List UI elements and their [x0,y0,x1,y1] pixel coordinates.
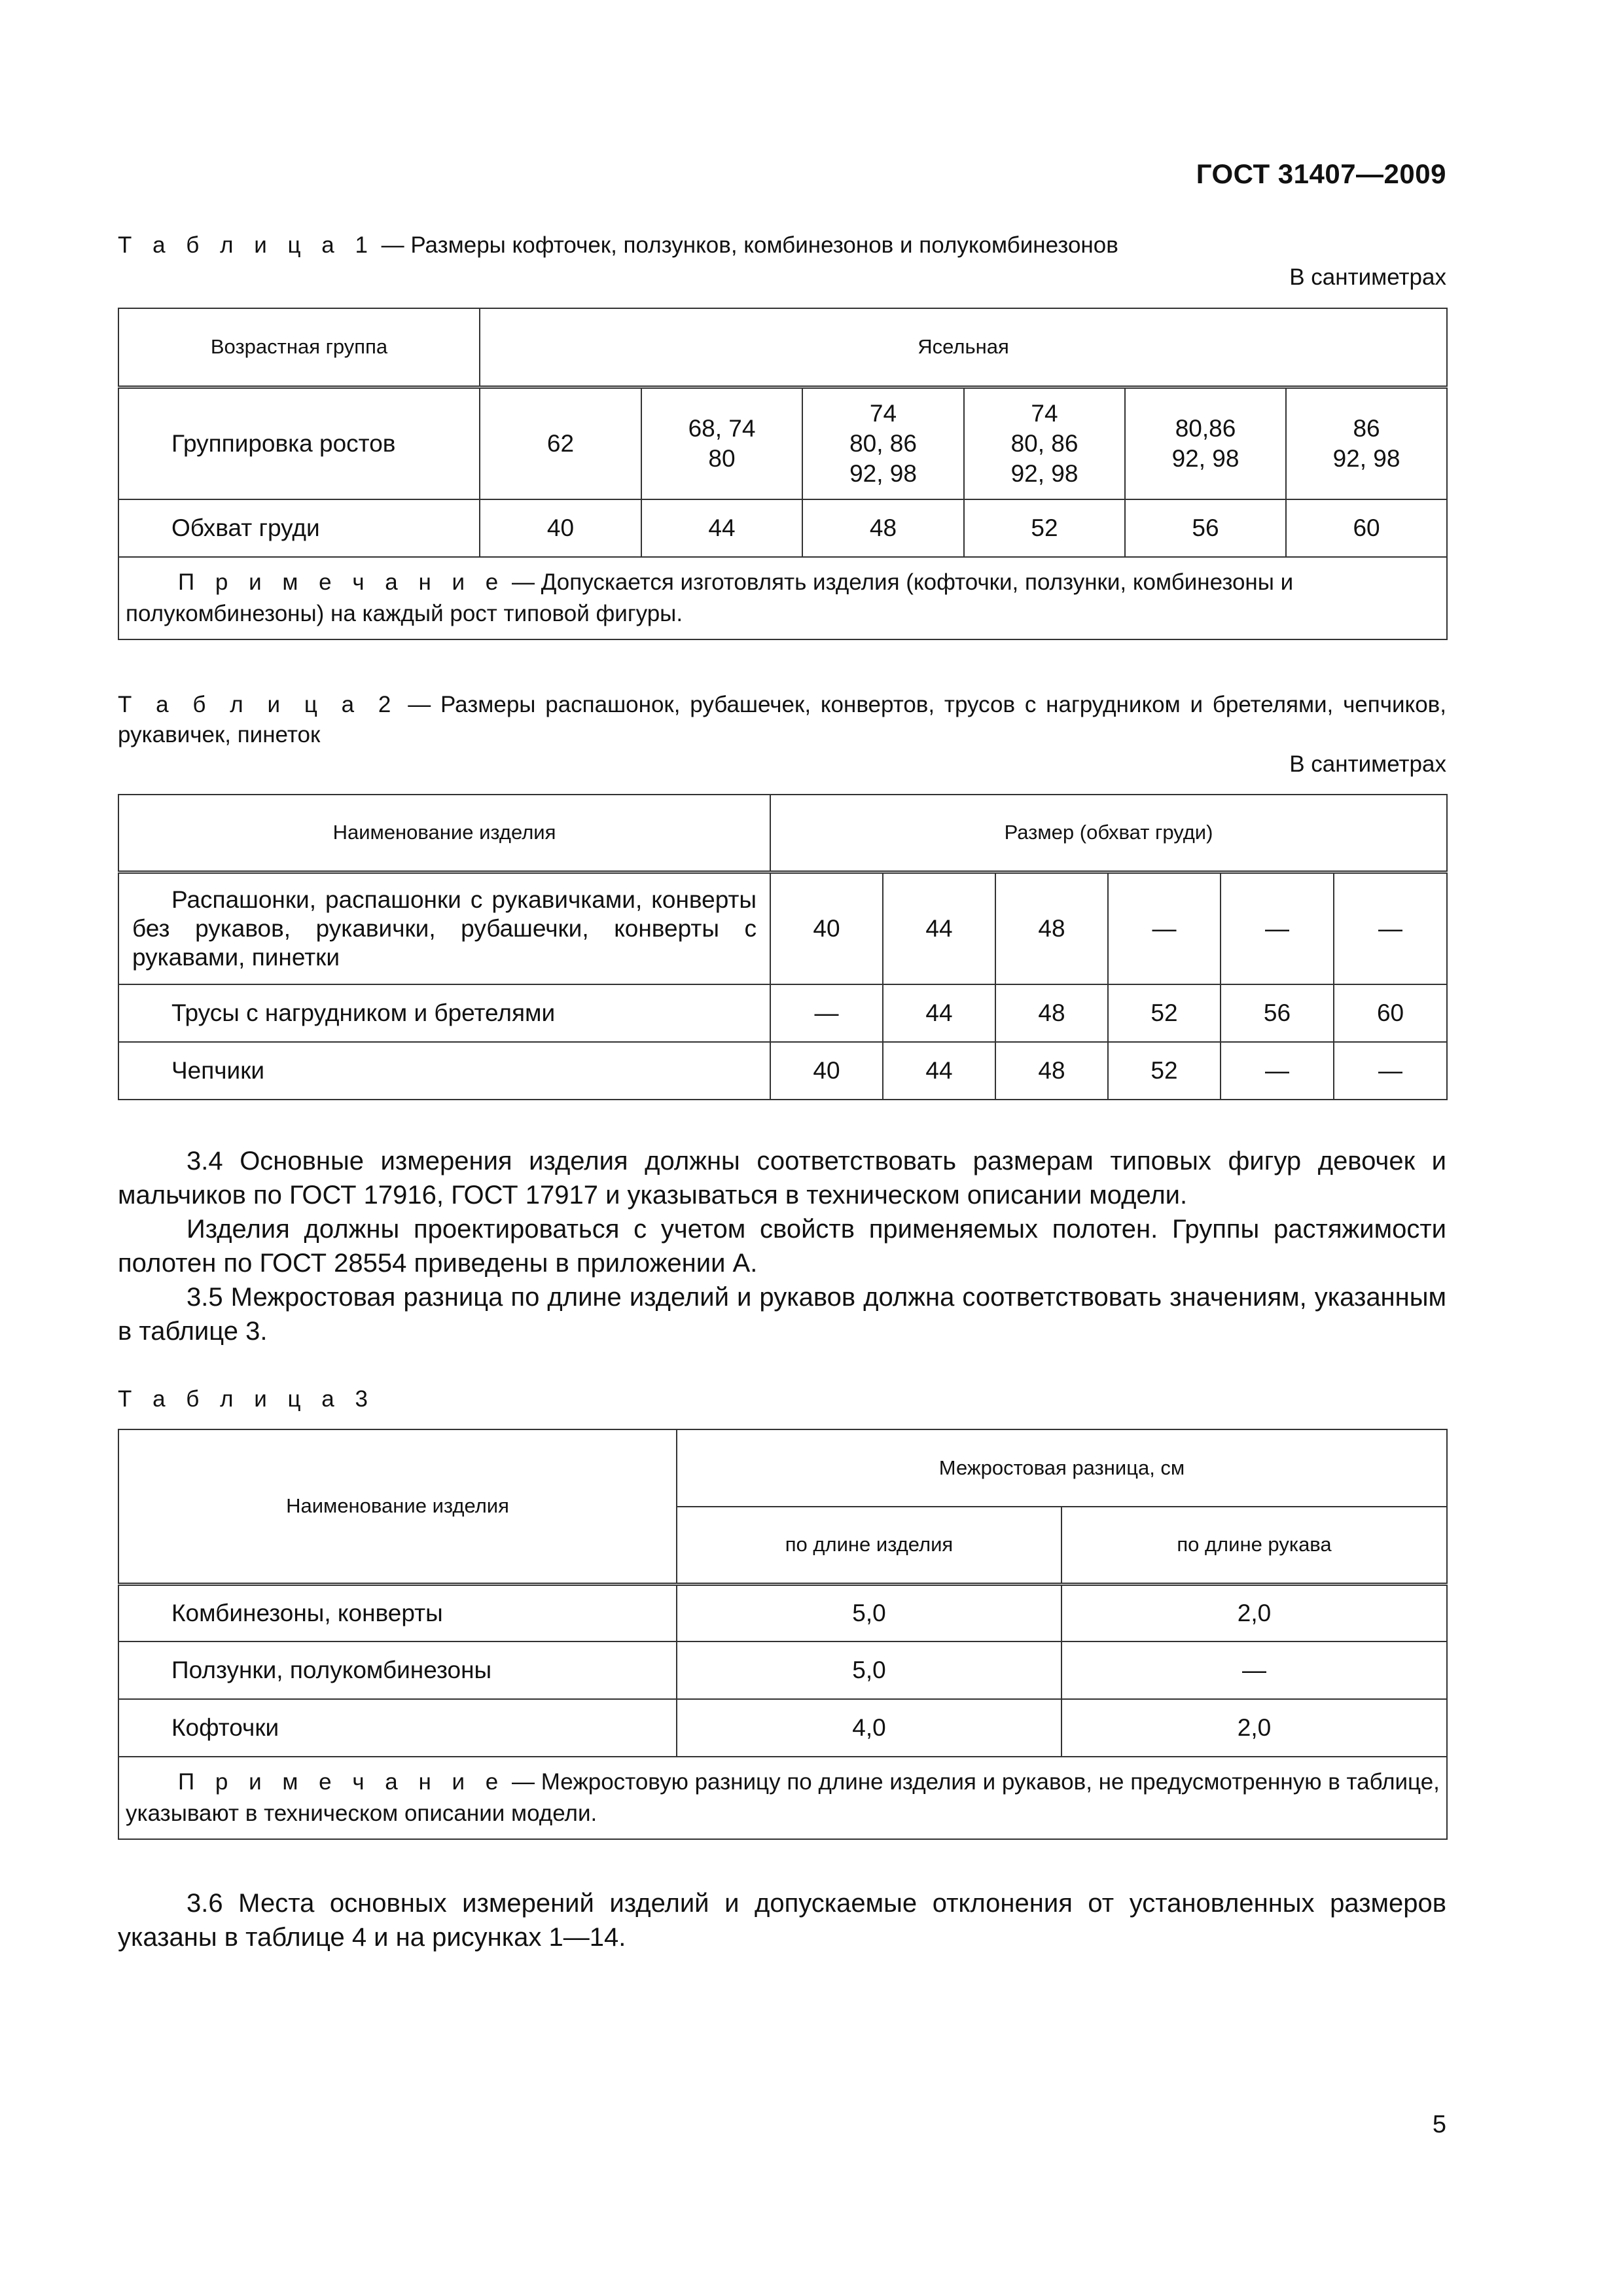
table2-item-name-text: Распашонки, распашонки с рукавичками, конверты без рукавов, рукавички, рубашечки, конверты с рукавами, пинетки [132,886,757,971]
height-line: 80,86 [1175,414,1236,442]
table2-caption-text: — Размеры распашонок, рубашечек, конвертов, трусов с нагрудником и бретелями, чепчиков, рукавичек, пинеток [118,692,1446,747]
table2-size-cell: — [1108,872,1221,984]
table2-item-name: Чепчики [118,1042,770,1100]
table1-age-label: Возрастная группа [118,308,480,387]
height-line: 92, 98 [1171,444,1240,472]
clause-paragraph: Изделия должны проектироваться с учетом свойств применяемых полотен. Группы растяжимости полотен по ГОСТ 28554 приведены в приложении А. [118,1215,1446,1278]
table3-row [118,1641,1447,1699]
height-line: 68, 74 [688,414,756,442]
table2-size-cell: 60 [1334,984,1447,1042]
table3-item-name: Комбинезоны, конверты [118,1584,677,1641]
height-line: 74 [869,399,897,427]
table2-size-cell: 40 [770,872,883,984]
table3-note [118,1757,1447,1839]
table3-note-text: — Межростовую разницу по длине изделия и рукавов, не предусмотренную в таблице, указывают в техническом описании модели. [126,1769,1440,1826]
table1-chest-cell: 44 [641,499,802,557]
table2-row [118,984,1447,1042]
table1-age-value: Ясельная [480,308,1447,387]
table2-size-cell: 40 [770,1042,883,1100]
table1-header-row [118,308,1447,387]
table3-item-name: Кофточки [118,1699,677,1757]
table2-size-cell: 52 [1108,984,1221,1042]
table1-chest-cell: 56 [1125,499,1286,557]
table1-heights-label: Группировка ростов [118,387,480,499]
table3-col-item: Наименование изделия [118,1429,677,1584]
table2-size-cell: — [1334,1042,1447,1100]
table1-height-cell [802,387,964,499]
table3-row [118,1584,1447,1641]
table3-note-label: П р и м е ч а н и е [178,1769,506,1795]
table2-row [118,1042,1447,1100]
table2-header-row [118,795,1447,872]
table1-chest-cell: 48 [802,499,964,557]
table3-len-cell: 5,0 [677,1641,1061,1699]
table1-caption [118,230,1446,260]
table3-len-cell: 5,0 [677,1584,1061,1641]
table1-note-label: П р и м е ч а н и е [178,569,506,595]
height-line: 74 [1031,399,1058,427]
page-number: 5 [1432,2111,1446,2138]
table2-row [118,872,1447,984]
table3-note-row [118,1757,1447,1839]
table3-caption [118,1384,1446,1414]
table2-size-cell: — [770,984,883,1042]
table3-sleeve-cell: — [1061,1641,1447,1699]
clause-3-6 [118,1886,1446,1954]
table2-caption-label: Т а б л и ц а 2 [118,692,399,717]
table2-size-cell: — [1221,1042,1334,1100]
height-line: 92, 98 [1010,459,1079,487]
table2-caption [118,690,1446,750]
table1-height-cell [480,387,641,499]
clause-paragraph: 3.4 Основные измерения изделия должны соответствовать размерам типовых фигур девочек и мальчиков по ГОСТ 17916, ГОСТ 17917 и указываться в техническом описании модели. [118,1147,1446,1210]
table2-item-name [118,872,770,984]
clause-paragraph: 3.5 Межростовая разница по длине изделий и рукавов должна соответствовать значениям, указанным в таблице 3. [118,1283,1446,1346]
table1-caption-text: — Размеры кофточек, ползунков, комбинезонов и полукомбинезонов [374,232,1118,258]
table1-note-text: — Допускается изготовлять изделия (кофточки, ползунки, комбинезоны и полукомбинезоны) на каждый рост типовой фигуры. [126,569,1294,626]
table1-height-cell [964,387,1125,499]
table2-size-cell: 44 [883,1042,995,1100]
table1-chest-label: Обхват груди [118,499,480,557]
table2-size-cell: — [1221,872,1334,984]
table2-item-name: Трусы с нагрудником и бретелями [118,984,770,1042]
clause-paragraph: 3.6 Места основных измерений изделий и допускаемые отклонения от установленных размеров указаны в таблице 4 и на рисунках 1—14. [118,1889,1446,1952]
table3-col-len: по длине изделия [677,1507,1061,1584]
table1-units: В сантиметрах [1289,264,1446,290]
table2-size-cell: 48 [995,872,1108,984]
height-line: 92, 98 [1332,444,1400,472]
height-line: 80 [708,444,736,472]
table1-chest-cell: 52 [964,499,1125,557]
table3-item-name: Ползунки, полукомбинезоны [118,1641,677,1699]
table1-note-row [118,557,1447,639]
height-line: 80, 86 [849,429,917,457]
table1 [118,308,1448,640]
clauses-3-4-3-5 [118,1144,1446,1348]
table1-heights-row [118,387,1447,499]
table3-col-sleeve: по длине рукава [1061,1507,1447,1584]
table1-note [118,557,1447,639]
table1-chest-row [118,499,1447,557]
table1-height-cell [641,387,802,499]
table3-header-row [118,1429,1447,1507]
table2-size-cell: — [1334,872,1447,984]
table2-units: В сантиметрах [1289,751,1446,777]
height-line: 80, 86 [1010,429,1079,457]
table1-chest-cell: 60 [1286,499,1447,557]
table2-size-cell: 48 [995,1042,1108,1100]
table3-row [118,1699,1447,1757]
table2-col-size: Размер (обхват груди) [770,795,1447,872]
table3-sleeve-cell: 2,0 [1061,1699,1447,1757]
table2-size-cell: 44 [883,984,995,1042]
table3-caption-label: Т а б л и ц а 3 [118,1386,375,1412]
document-page [118,0,1446,2296]
height-line: 92, 98 [849,459,917,487]
table3 [118,1429,1448,1840]
table1-height-cell [1286,387,1447,499]
table2 [118,794,1448,1100]
table1-caption-label: Т а б л и ц а 1 [118,232,375,258]
table1-height-cell [1125,387,1286,499]
table2-size-cell: 56 [1221,984,1334,1042]
document-code: ГОСТ 31407—2009 [1196,158,1446,189]
table2-size-cell: 52 [1108,1042,1221,1100]
table3-len-cell: 4,0 [677,1699,1061,1757]
table2-size-cell: 48 [995,984,1108,1042]
height-line: 62 [546,429,575,457]
table3-sleeve-cell: 2,0 [1061,1584,1447,1641]
table3-col-diff: Межростовая разница, см [677,1429,1447,1507]
table2-size-cell: 44 [883,872,995,984]
table1-chest-cell: 40 [480,499,641,557]
table2-col-item: Наименование изделия [118,795,770,872]
height-line: 86 [1353,414,1380,442]
